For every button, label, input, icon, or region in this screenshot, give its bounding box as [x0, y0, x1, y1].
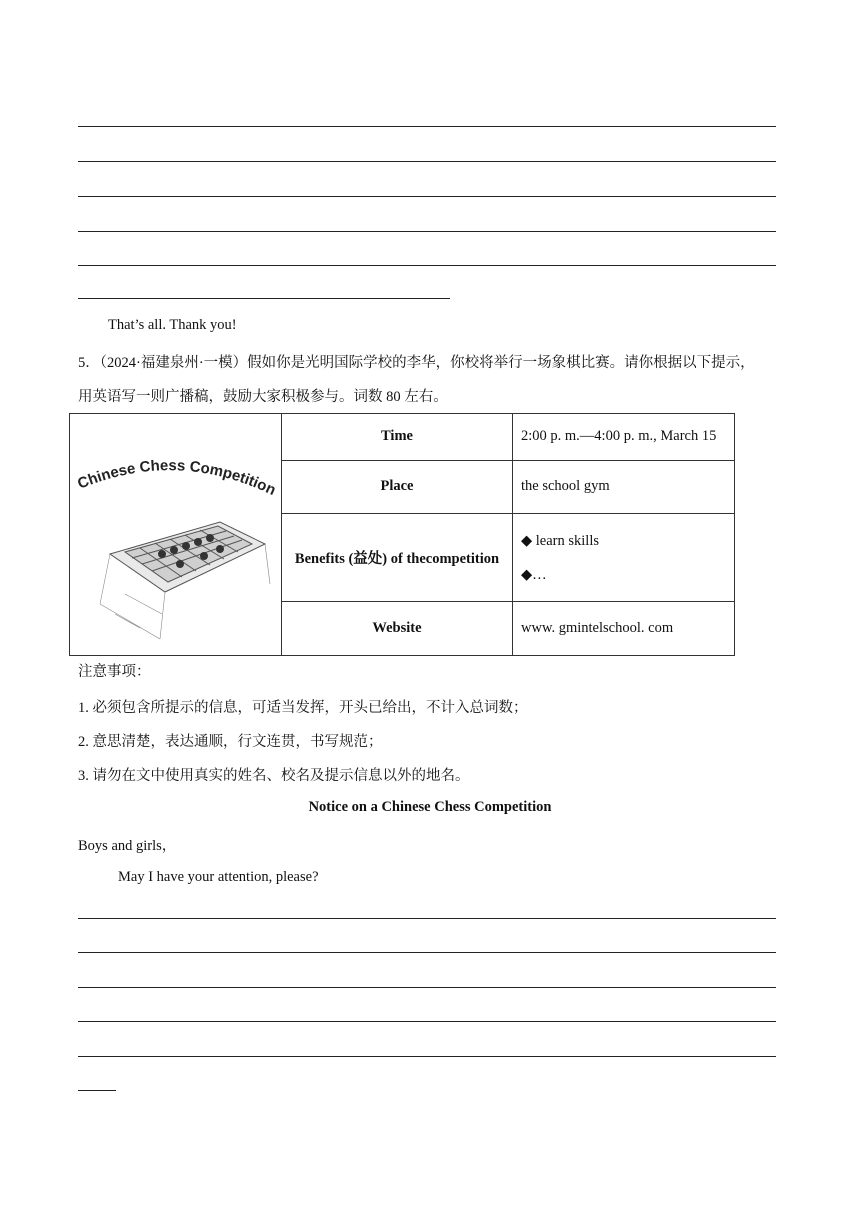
answer-line: [78, 1021, 776, 1022]
benefit-item: ◆…: [521, 566, 547, 583]
value-benefits: [513, 514, 735, 602]
value-website: www. gmintelschool. com: [513, 602, 735, 656]
answer-line: [78, 196, 776, 197]
question-line-2: 用英语写一则广播稿，鼓励大家积极参与。词数 80 左右。: [78, 389, 448, 405]
chess-competition-image: [70, 414, 281, 650]
answer-line: [78, 265, 776, 266]
benefit-item: ◆ learn skills: [521, 532, 600, 549]
value-place: the school gym: [513, 460, 735, 514]
closing-text: That’s all. Thank you!: [108, 317, 237, 333]
label-website: Website: [282, 602, 513, 656]
info-table: [69, 413, 735, 656]
chess-image-cell: [70, 414, 282, 656]
answer-line-short: [78, 1090, 116, 1091]
answer-line: [78, 231, 776, 232]
label-benefits: Benefits (益处) of thecompetition: [282, 514, 513, 602]
notes-heading: 注意事项：: [78, 664, 151, 680]
answer-line: [78, 918, 776, 919]
answer-line: [78, 161, 776, 162]
answer-line-short: [78, 298, 450, 299]
note-item-2: 2. 意思清楚，表达通顺，行文连贯，书写规范；: [78, 734, 383, 750]
answer-line: [78, 987, 776, 988]
image-caption: Chinese Chess Competition: [75, 457, 279, 499]
answer-line: [78, 126, 776, 127]
label-time: Time: [282, 414, 513, 461]
svg-text:Chinese Chess Competition: [75, 457, 278, 499]
note-item-1: 1. 必须包含所提示的信息，可适当发挥，开头已给出，不计入总词数；: [78, 700, 528, 716]
note-item-3: 3. 请勿在文中使用真实的姓名、校名及提示信息以外的地名。: [78, 768, 470, 784]
answer-line: [78, 1056, 776, 1057]
essay-greeting: Boys and girls，: [78, 838, 177, 854]
label-place: Place: [282, 460, 513, 514]
essay-title: Notice on a Chinese Chess Competition: [308, 799, 552, 815]
question-line-1: 5．（2024·福建泉州·一模）假如你是光明国际学校的李华，你校将举行一场象棋比赛。请你根据以下提示，: [78, 355, 755, 371]
essay-opening: May I have your attention, please?: [118, 869, 319, 885]
value-time: 2:00 p. m.—4:00 p. m., March 15: [513, 414, 735, 461]
answer-line: [78, 952, 776, 953]
